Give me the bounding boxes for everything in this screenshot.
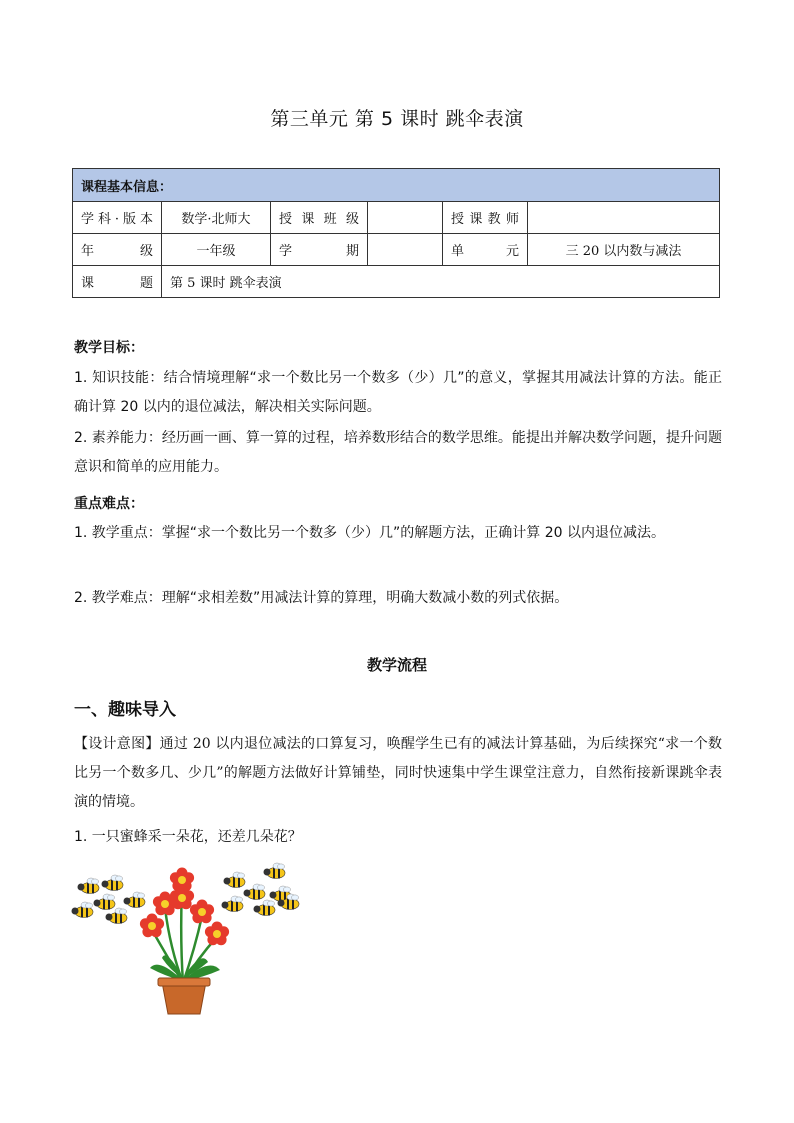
section-heading: 一、趣味导入	[74, 700, 176, 720]
table-row	[73, 202, 720, 234]
table-header-cell: 课程基本信息：	[73, 169, 720, 202]
bee-icon	[102, 875, 124, 891]
bee-icon	[124, 892, 146, 908]
bee-icon	[72, 902, 94, 918]
bee-icon	[254, 900, 276, 916]
bee-icon	[264, 863, 286, 879]
flower-icon	[205, 922, 229, 946]
table-cell	[528, 202, 720, 234]
table-cell	[368, 202, 443, 234]
bees-and-flowers-illustration	[70, 858, 310, 1018]
table-cell: 学 期	[271, 234, 368, 266]
course-info-table	[72, 168, 720, 298]
table-cell: 第 5 课时 跳伞表演	[162, 266, 720, 298]
table-cell: 数学·北师大	[162, 202, 271, 234]
keypoints-item-1: 1. 教学重点：掌握“求一个数比另一个数多（少）几”的解题方法，正确计算 20 以内退位减法。	[74, 525, 666, 541]
goals-item-2: 2. 素养能力：经历画一画、算一算的过程，培养数形结合的数学思维。能提出并解决数学问题，提升问题意识和简单的应用能力。	[74, 430, 722, 475]
design-intent-paragraph: 【设计意图】通过 20 以内退位减法的口算复习，唤醒学生已有的减法计算基础，为后续探究“求一个数比另一个数多几、少几”的解题方法做好计算铺垫，同时快速集中学生课堂注意力，自然衔接新课跳伞表演的情境。	[74, 736, 722, 810]
table-row	[73, 266, 720, 298]
table-cell	[368, 234, 443, 266]
keypoints-heading: 重点难点：	[74, 496, 144, 512]
table-cell: 单 元	[443, 234, 528, 266]
flower-icon	[170, 886, 194, 910]
goals-item-1: 1. 知识技能：结合情境理解“求一个数比另一个数多（少）几”的意义，掌握其用减法计算的方法。能正确计算 20 以内的退位减法，解决相关实际问题。	[74, 370, 722, 415]
page-title: 第三单元 第 5 课时 跳伞表演	[270, 108, 524, 130]
table-cell: 授课教师	[443, 202, 528, 234]
bee-icon	[78, 878, 100, 894]
bee-icon	[244, 884, 266, 900]
flow-heading: 教学流程	[366, 656, 427, 674]
table-row	[73, 234, 720, 266]
goals-heading: 教学目标：	[74, 340, 144, 356]
flower-icon	[140, 914, 164, 938]
flower-icon	[190, 900, 214, 924]
bee-icon	[94, 894, 116, 910]
question-text: 1. 一只蜜蜂采一朵花，还差几朵花？	[74, 829, 302, 845]
table-cell: 年 级	[73, 234, 162, 266]
bee-icon	[106, 908, 128, 924]
keypoints-item-2: 2. 教学难点：理解“求相差数”用减法计算的算理，明确大数减小数的列式依据。	[74, 590, 569, 606]
table-cell: 课 题	[73, 266, 162, 298]
table-header-row	[73, 169, 720, 202]
table-cell: 授课班级	[271, 202, 368, 234]
table-cell: 学科·版本	[73, 202, 162, 234]
table-cell: 一年级	[162, 234, 271, 266]
table-cell: 三 20 以内数与减法	[528, 234, 720, 266]
bee-icon	[224, 872, 246, 888]
bee-icon	[222, 896, 244, 912]
